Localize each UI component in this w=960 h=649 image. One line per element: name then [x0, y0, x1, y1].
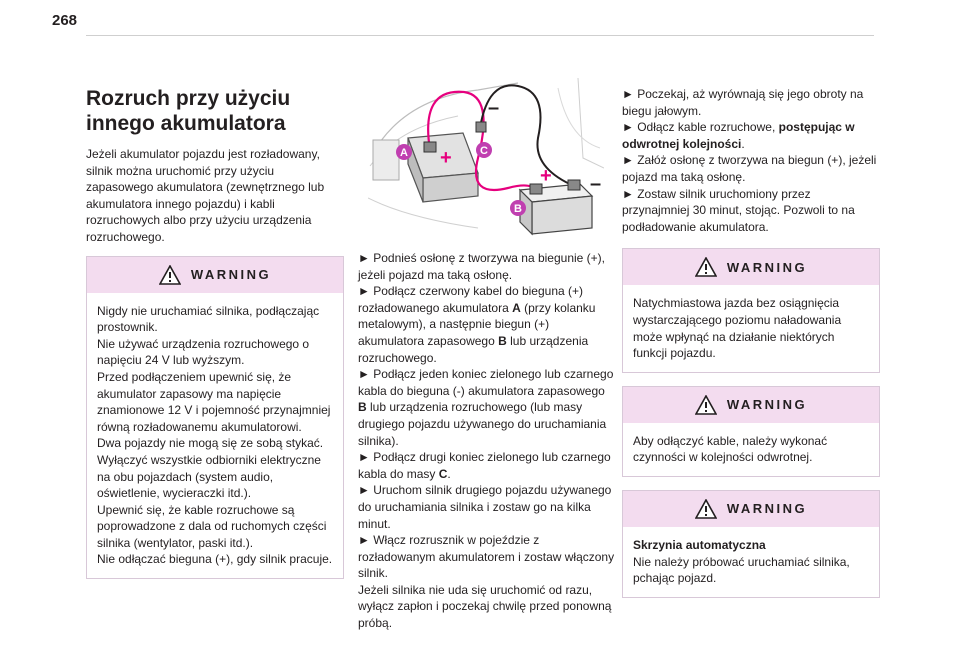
step-refit-cover: ► Załóż osłonę z tworzywa na biegun (+), jeżeli pojazd ma taką osłonę. — [622, 153, 877, 184]
warning-body — [87, 293, 343, 579]
text: (przy kolanku metalowym), a następnie biegun (+) akumulatora zapasowego — [358, 300, 596, 348]
text: . — [447, 466, 451, 481]
column-left — [86, 86, 344, 579]
retry-note: Jeżeli silnika nie uda się uruchomić od razu, wyłącz zapłon i poczekaj chwilę przed ponowną próbą. — [358, 582, 612, 631]
warning-body — [623, 527, 879, 597]
step-lift-cover: ► Podnieś osłonę z tworzywa na biegunie (+), jeżeli pojazd ma taką osłonę. — [358, 251, 606, 282]
step-connect-negative — [358, 366, 616, 449]
column-right — [622, 86, 880, 598]
warning-title: WARNING — [726, 259, 808, 275]
step-connect-ground — [358, 449, 616, 482]
text: ► Podłącz czerwony kabel do bieguna (+) rozładowanego akumulatora — [358, 284, 583, 315]
warning-body — [623, 285, 879, 371]
warning-body — [623, 423, 879, 476]
step-run-engine: ► Zostaw silnik uruchomiony przez przynajmniej 30 minut, stojąc. Pozwoli to na podładowanie akumulatora. — [622, 186, 855, 234]
warning-box — [622, 248, 880, 372]
warning-triangle-icon — [159, 265, 181, 285]
warning-triangle-icon — [695, 499, 717, 519]
label-b: B — [514, 203, 522, 215]
ref-b: B — [498, 333, 507, 348]
plus-sign-b: + — [540, 165, 552, 187]
ref-b: B — [358, 400, 367, 415]
minus-sign-a: – — [488, 97, 500, 119]
warning-text: Nigdy nie uruchamiać silnika, podłączając prostownik. Nie używać urządzenia rozruchowego o napięciu 24 V lub wyższym. Przed podłączeniem upewnić się, że akumulator zapasowy ma napięcie znamionowe 12 V i pojemność przynajmniej równą rozładowanemu akumulatorowi. Dwa pojazdy nie mogą się ze sobą stykać. Wyłączyć wszystkie odbiorniki elektryczne na obu pojazdach (system audio, oświetlenie, wycieraczki itd.). Upewnić się, że kable rozruchowe są poprowadzone z dala od ruchomych części silnika (wentylator, paski itd.). Nie odłączać bieguna (+), gdy silnik pracuje. — [97, 303, 333, 567]
warning-text: Aby odłączyć kable, należy wykonać czynności w kolejności odwrotnej. — [633, 433, 828, 465]
warning-heading: Skrzynia automatyczna — [633, 537, 766, 552]
step-disconnect — [622, 119, 880, 152]
step-wait-idle: ► Poczekaj, aż wyrównają się jego obroty na biegu jałowym. — [622, 87, 864, 118]
page-number: 268 — [52, 12, 78, 29]
warning-title: WARNING — [726, 397, 808, 413]
warning-triangle-icon — [695, 395, 717, 415]
warning-box — [86, 256, 344, 580]
intro-text: Jeżeli akumulator pojazdu jest rozładowany, silnik można uruchomić przy użyciu zapasowego akumulatora (zewnętrznego lub akumulatora innego pojazdu) i kabli rozruchowych albo przy użyciu urządzenia rozruchowego. — [86, 147, 325, 244]
text: . — [741, 136, 745, 151]
text: ► Podłącz drugi koniec zielonego lub czarnego kabla do masy — [358, 450, 611, 481]
top-rule — [86, 35, 874, 36]
ref-a: A — [512, 300, 521, 315]
label-c: C — [480, 145, 488, 157]
step-connect-red — [358, 283, 616, 366]
warning-header — [623, 249, 879, 285]
text: ► Odłącz kable rozruchowe, — [622, 120, 779, 135]
warning-box — [622, 490, 880, 598]
warning-text: Natychmiastowa jazda bez osiągnięcia wystarczającego poziomu naładowania może wpłynąć na działanie niektórych funkcji pojazdu. — [633, 296, 842, 361]
text: lub urządzenia rozruchowego. — [358, 333, 589, 365]
minus-sign-b: – — [590, 173, 602, 195]
section-title: Rozruch przy użyciu innego akumulatora — [86, 87, 291, 135]
warning-box — [622, 386, 880, 477]
column-middle — [358, 250, 616, 632]
warning-text: Nie należy próbować uruchamiać silnika, pchając pojazd. — [633, 554, 850, 586]
text: lub urządzenia rozruchowego (lub masy drugiego pojazdu używanego do uruchamiania silnika). — [358, 400, 607, 448]
text: ► Podłącz jeden koniec zielonego lub czarnego kabla do bieguna (-) akumulatora zapasowego — [358, 367, 614, 398]
warning-header — [87, 257, 343, 293]
plus-sign-a: + — [440, 147, 452, 169]
warning-header — [623, 491, 879, 527]
bold-text: postępując w odwrotnej kolejności — [622, 120, 855, 151]
step-start-donor: ► Uruchom silnik drugiego pojazdu używanego do uruchamiania silnika i zostaw go na kilka minut. — [358, 483, 612, 531]
warning-header — [623, 387, 879, 423]
ref-c: C — [438, 466, 448, 481]
warning-title: WARNING — [726, 501, 808, 517]
warning-triangle-icon — [695, 257, 717, 277]
warning-title: WARNING — [190, 267, 272, 283]
step-start-engine: ► Włącz rozrusznik w pojeździe z rozładowanym akumulatorem i zostaw włączony silnik. — [358, 533, 615, 581]
jump-start-illustration — [368, 78, 604, 236]
label-a: A — [400, 147, 408, 159]
